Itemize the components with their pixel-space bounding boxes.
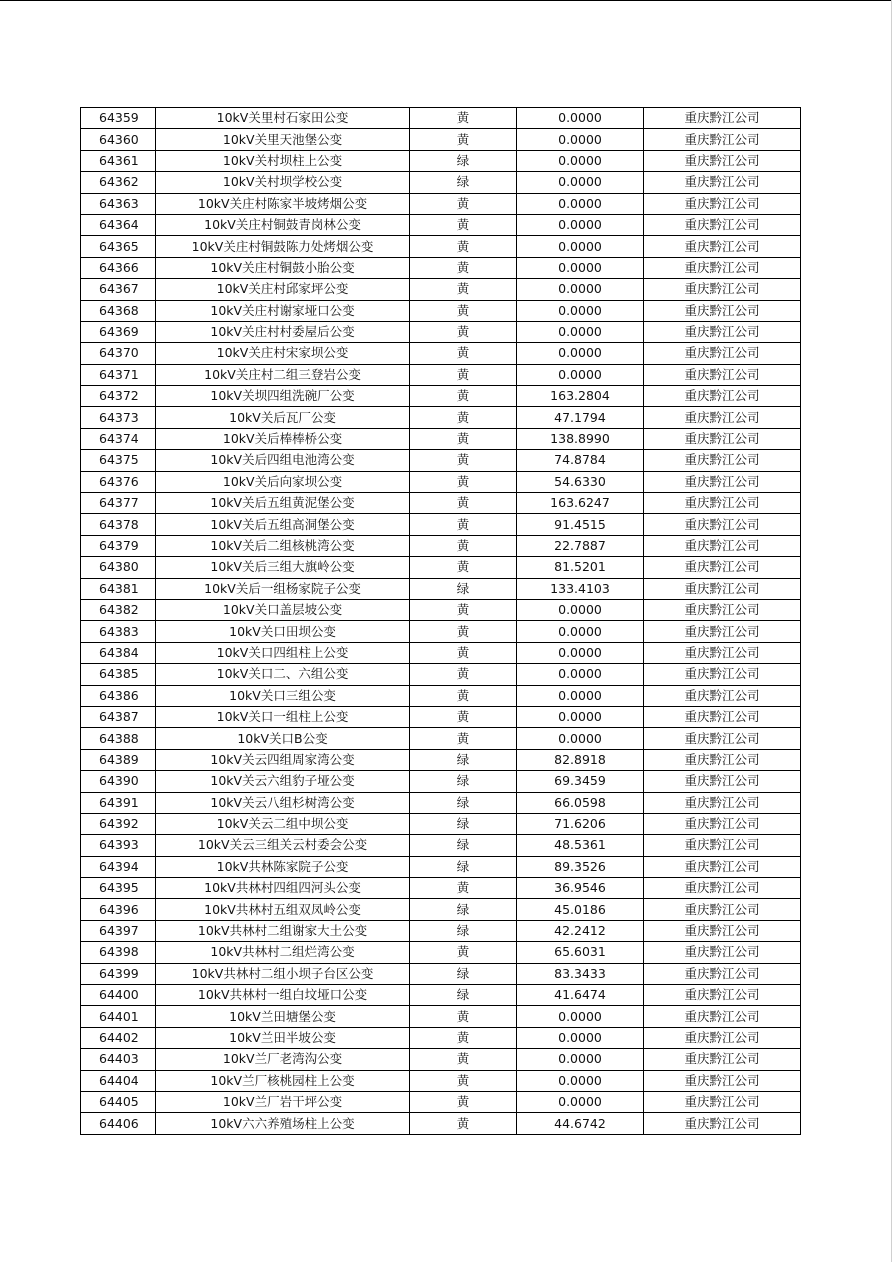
table-row bbox=[81, 599, 801, 620]
company-cell: 重庆黔江公司 bbox=[644, 279, 801, 300]
row-id-cell: 64398 bbox=[81, 942, 156, 963]
value-cell: 0.0000 bbox=[517, 1070, 644, 1091]
company-cell: 重庆黔江公司 bbox=[644, 771, 801, 792]
company-cell: 重庆黔江公司 bbox=[644, 108, 801, 129]
row-id-cell: 64391 bbox=[81, 792, 156, 813]
row-id-cell: 64401 bbox=[81, 1006, 156, 1027]
company-cell: 重庆黔江公司 bbox=[644, 493, 801, 514]
company-cell: 重庆黔江公司 bbox=[644, 599, 801, 620]
transformer-name-cell: 10kV共林村二组烂湾公变 bbox=[156, 942, 410, 963]
table-row bbox=[81, 321, 801, 342]
company-cell: 重庆黔江公司 bbox=[644, 920, 801, 941]
transformer-name-cell: 10kV关坝四组洗碗厂公变 bbox=[156, 386, 410, 407]
row-id-cell: 64372 bbox=[81, 386, 156, 407]
transformer-name-cell: 10kV关口三组公变 bbox=[156, 685, 410, 706]
company-cell: 重庆黔江公司 bbox=[644, 300, 801, 321]
company-cell: 重庆黔江公司 bbox=[644, 1027, 801, 1048]
table-row bbox=[81, 514, 801, 535]
table-row bbox=[81, 1049, 801, 1070]
row-id-cell: 64363 bbox=[81, 193, 156, 214]
company-cell: 重庆黔江公司 bbox=[644, 878, 801, 899]
row-id-cell: 64360 bbox=[81, 129, 156, 150]
company-cell: 重庆黔江公司 bbox=[644, 172, 801, 193]
status-color-cell: 黄 bbox=[410, 599, 517, 620]
row-id-cell: 64383 bbox=[81, 621, 156, 642]
status-color-cell: 黄 bbox=[410, 878, 517, 899]
company-cell: 重庆黔江公司 bbox=[644, 706, 801, 727]
value-cell: 54.6330 bbox=[517, 471, 644, 492]
table-row bbox=[81, 279, 801, 300]
status-color-cell: 黄 bbox=[410, 942, 517, 963]
transformer-name-cell: 10kV共林村四组四河头公变 bbox=[156, 878, 410, 899]
table-row bbox=[81, 557, 801, 578]
row-id-cell: 64370 bbox=[81, 343, 156, 364]
table-row bbox=[81, 535, 801, 556]
status-color-cell: 黄 bbox=[410, 129, 517, 150]
value-cell: 0.0000 bbox=[517, 108, 644, 129]
row-id-cell: 64406 bbox=[81, 1113, 156, 1134]
transformer-name-cell: 10kV关庄村陈家半坡烤烟公变 bbox=[156, 193, 410, 214]
transformer-name-cell: 10kV关口二、六组公变 bbox=[156, 664, 410, 685]
transformer-name-cell: 10kV关里村石家田公变 bbox=[156, 108, 410, 129]
status-color-cell: 黄 bbox=[410, 450, 517, 471]
table-row bbox=[81, 450, 801, 471]
status-color-cell: 黄 bbox=[410, 685, 517, 706]
row-id-cell: 64374 bbox=[81, 428, 156, 449]
value-cell: 0.0000 bbox=[517, 706, 644, 727]
value-cell: 0.0000 bbox=[517, 343, 644, 364]
row-id-cell: 64400 bbox=[81, 985, 156, 1006]
table-row bbox=[81, 300, 801, 321]
transformer-name-cell: 10kV关后一组杨家院子公变 bbox=[156, 578, 410, 599]
row-id-cell: 64404 bbox=[81, 1070, 156, 1091]
value-cell: 0.0000 bbox=[517, 599, 644, 620]
value-cell: 36.9546 bbox=[517, 878, 644, 899]
company-cell: 重庆黔江公司 bbox=[644, 471, 801, 492]
transformer-name-cell: 10kV共林村二组谢家大土公变 bbox=[156, 920, 410, 941]
table-row bbox=[81, 343, 801, 364]
company-cell: 重庆黔江公司 bbox=[644, 1091, 801, 1112]
table-row bbox=[81, 942, 801, 963]
company-cell: 重庆黔江公司 bbox=[644, 236, 801, 257]
value-cell: 0.0000 bbox=[517, 642, 644, 663]
row-id-cell: 64382 bbox=[81, 599, 156, 620]
company-cell: 重庆黔江公司 bbox=[644, 428, 801, 449]
transformer-name-cell: 10kV关庄村铜鼓小胎公变 bbox=[156, 257, 410, 278]
company-cell: 重庆黔江公司 bbox=[644, 813, 801, 834]
table-body bbox=[81, 108, 801, 1135]
table-row bbox=[81, 813, 801, 834]
value-cell: 138.8990 bbox=[517, 428, 644, 449]
value-cell: 133.4103 bbox=[517, 578, 644, 599]
transformer-name-cell: 10kV关庄村谢家垭口公变 bbox=[156, 300, 410, 321]
table-row bbox=[81, 428, 801, 449]
value-cell: 163.6247 bbox=[517, 493, 644, 514]
table-row bbox=[81, 685, 801, 706]
status-color-cell: 黄 bbox=[410, 1027, 517, 1048]
table-row bbox=[81, 193, 801, 214]
row-id-cell: 64393 bbox=[81, 835, 156, 856]
table-row bbox=[81, 878, 801, 899]
status-color-cell: 黄 bbox=[410, 343, 517, 364]
transformer-table bbox=[80, 107, 801, 1135]
row-id-cell: 64362 bbox=[81, 172, 156, 193]
table-row bbox=[81, 749, 801, 770]
transformer-name-cell: 10kV兰厂老湾沟公变 bbox=[156, 1049, 410, 1070]
value-cell: 42.2412 bbox=[517, 920, 644, 941]
status-color-cell: 绿 bbox=[410, 813, 517, 834]
value-cell: 0.0000 bbox=[517, 664, 644, 685]
row-id-cell: 64359 bbox=[81, 108, 156, 129]
status-color-cell: 绿 bbox=[410, 835, 517, 856]
company-cell: 重庆黔江公司 bbox=[644, 621, 801, 642]
row-id-cell: 64403 bbox=[81, 1049, 156, 1070]
company-cell: 重庆黔江公司 bbox=[644, 963, 801, 984]
transformer-name-cell: 10kV关后二组核桃湾公变 bbox=[156, 535, 410, 556]
transformer-name-cell: 10kV关村坝学校公变 bbox=[156, 172, 410, 193]
transformer-name-cell: 10kV关庄村村委屋后公变 bbox=[156, 321, 410, 342]
company-cell: 重庆黔江公司 bbox=[644, 214, 801, 235]
table-row bbox=[81, 493, 801, 514]
row-id-cell: 64377 bbox=[81, 493, 156, 514]
company-cell: 重庆黔江公司 bbox=[644, 364, 801, 385]
row-id-cell: 64380 bbox=[81, 557, 156, 578]
table-row bbox=[81, 257, 801, 278]
value-cell: 22.7887 bbox=[517, 535, 644, 556]
transformer-name-cell: 10kV关庄村宋家坝公变 bbox=[156, 343, 410, 364]
company-cell: 重庆黔江公司 bbox=[644, 343, 801, 364]
company-cell: 重庆黔江公司 bbox=[644, 1006, 801, 1027]
table-row bbox=[81, 963, 801, 984]
status-color-cell: 黄 bbox=[410, 321, 517, 342]
value-cell: 0.0000 bbox=[517, 172, 644, 193]
row-id-cell: 64390 bbox=[81, 771, 156, 792]
value-cell: 0.0000 bbox=[517, 728, 644, 749]
value-cell: 0.0000 bbox=[517, 1027, 644, 1048]
row-id-cell: 64376 bbox=[81, 471, 156, 492]
table-row bbox=[81, 642, 801, 663]
value-cell: 0.0000 bbox=[517, 150, 644, 171]
status-color-cell: 黄 bbox=[410, 236, 517, 257]
status-color-cell: 黄 bbox=[410, 279, 517, 300]
transformer-name-cell: 10kV关口四组柱上公变 bbox=[156, 642, 410, 663]
value-cell: 0.0000 bbox=[517, 621, 644, 642]
row-id-cell: 64394 bbox=[81, 856, 156, 877]
value-cell: 47.1794 bbox=[517, 407, 644, 428]
company-cell: 重庆黔江公司 bbox=[644, 899, 801, 920]
table-row bbox=[81, 856, 801, 877]
company-cell: 重庆黔江公司 bbox=[644, 942, 801, 963]
value-cell: 0.0000 bbox=[517, 279, 644, 300]
row-id-cell: 64384 bbox=[81, 642, 156, 663]
transformer-name-cell: 10kV兰田塘堡公变 bbox=[156, 1006, 410, 1027]
status-color-cell: 绿 bbox=[410, 578, 517, 599]
status-color-cell: 黄 bbox=[410, 257, 517, 278]
transformer-name-cell: 10kV关后瓦厂公变 bbox=[156, 407, 410, 428]
status-color-cell: 黄 bbox=[410, 193, 517, 214]
value-cell: 48.5361 bbox=[517, 835, 644, 856]
value-cell: 0.0000 bbox=[517, 321, 644, 342]
company-cell: 重庆黔江公司 bbox=[644, 514, 801, 535]
table-row bbox=[81, 920, 801, 941]
value-cell: 0.0000 bbox=[517, 129, 644, 150]
status-color-cell: 黄 bbox=[410, 214, 517, 235]
table-row bbox=[81, 129, 801, 150]
value-cell: 0.0000 bbox=[517, 364, 644, 385]
table-row bbox=[81, 386, 801, 407]
transformer-name-cell: 10kV关后四组电池湾公变 bbox=[156, 450, 410, 471]
status-color-cell: 黄 bbox=[410, 664, 517, 685]
status-color-cell: 黄 bbox=[410, 471, 517, 492]
status-color-cell: 黄 bbox=[410, 407, 517, 428]
table-row bbox=[81, 236, 801, 257]
transformer-name-cell: 10kV兰厂核桃园柱上公变 bbox=[156, 1070, 410, 1091]
value-cell: 163.2804 bbox=[517, 386, 644, 407]
table-row bbox=[81, 407, 801, 428]
row-id-cell: 64375 bbox=[81, 450, 156, 471]
company-cell: 重庆黔江公司 bbox=[644, 578, 801, 599]
row-id-cell: 64387 bbox=[81, 706, 156, 727]
status-color-cell: 黄 bbox=[410, 1113, 517, 1134]
row-id-cell: 64378 bbox=[81, 514, 156, 535]
company-cell: 重庆黔江公司 bbox=[644, 1049, 801, 1070]
table-row bbox=[81, 1113, 801, 1134]
value-cell: 91.4515 bbox=[517, 514, 644, 535]
row-id-cell: 64389 bbox=[81, 749, 156, 770]
company-cell: 重庆黔江公司 bbox=[644, 150, 801, 171]
company-cell: 重庆黔江公司 bbox=[644, 728, 801, 749]
status-color-cell: 黄 bbox=[410, 300, 517, 321]
status-color-cell: 绿 bbox=[410, 963, 517, 984]
transformer-name-cell: 10kV关庄村铜鼓青岗林公变 bbox=[156, 214, 410, 235]
status-color-cell: 绿 bbox=[410, 899, 517, 920]
status-color-cell: 黄 bbox=[410, 428, 517, 449]
transformer-name-cell: 10kV关云二组中坝公变 bbox=[156, 813, 410, 834]
row-id-cell: 64367 bbox=[81, 279, 156, 300]
value-cell: 81.5201 bbox=[517, 557, 644, 578]
status-color-cell: 黄 bbox=[410, 728, 517, 749]
transformer-name-cell: 10kV关庄村邱家坪公变 bbox=[156, 279, 410, 300]
value-cell: 83.3433 bbox=[517, 963, 644, 984]
transformer-name-cell: 10kV关口B公变 bbox=[156, 728, 410, 749]
table-row bbox=[81, 985, 801, 1006]
company-cell: 重庆黔江公司 bbox=[644, 664, 801, 685]
row-id-cell: 64405 bbox=[81, 1091, 156, 1112]
value-cell: 0.0000 bbox=[517, 257, 644, 278]
status-color-cell: 绿 bbox=[410, 920, 517, 941]
row-id-cell: 64392 bbox=[81, 813, 156, 834]
status-color-cell: 黄 bbox=[410, 493, 517, 514]
status-color-cell: 黄 bbox=[410, 706, 517, 727]
row-id-cell: 64379 bbox=[81, 535, 156, 556]
company-cell: 重庆黔江公司 bbox=[644, 535, 801, 556]
value-cell: 89.3526 bbox=[517, 856, 644, 877]
transformer-name-cell: 10kV共林村五组双凤岭公变 bbox=[156, 899, 410, 920]
table-row bbox=[81, 792, 801, 813]
status-color-cell: 黄 bbox=[410, 514, 517, 535]
transformer-name-cell: 10kV关云六组豹子垭公变 bbox=[156, 771, 410, 792]
table-row bbox=[81, 214, 801, 235]
table-row bbox=[81, 1006, 801, 1027]
row-id-cell: 64366 bbox=[81, 257, 156, 278]
company-cell: 重庆黔江公司 bbox=[644, 257, 801, 278]
table-row bbox=[81, 664, 801, 685]
transformer-name-cell: 10kV关云四组周家湾公变 bbox=[156, 749, 410, 770]
company-cell: 重庆黔江公司 bbox=[644, 749, 801, 770]
row-id-cell: 64388 bbox=[81, 728, 156, 749]
page-top-border bbox=[0, 0, 892, 1]
company-cell: 重庆黔江公司 bbox=[644, 193, 801, 214]
status-color-cell: 绿 bbox=[410, 792, 517, 813]
value-cell: 44.6742 bbox=[517, 1113, 644, 1134]
company-cell: 重庆黔江公司 bbox=[644, 557, 801, 578]
status-color-cell: 绿 bbox=[410, 856, 517, 877]
row-id-cell: 64373 bbox=[81, 407, 156, 428]
status-color-cell: 黄 bbox=[410, 1091, 517, 1112]
row-id-cell: 64368 bbox=[81, 300, 156, 321]
transformer-name-cell: 10kV关村坝柱上公变 bbox=[156, 150, 410, 171]
status-color-cell: 黄 bbox=[410, 621, 517, 642]
value-cell: 65.6031 bbox=[517, 942, 644, 963]
value-cell: 0.0000 bbox=[517, 236, 644, 257]
table-row bbox=[81, 172, 801, 193]
value-cell: 69.3459 bbox=[517, 771, 644, 792]
value-cell: 66.0598 bbox=[517, 792, 644, 813]
row-id-cell: 64402 bbox=[81, 1027, 156, 1048]
status-color-cell: 黄 bbox=[410, 1049, 517, 1070]
table-row bbox=[81, 471, 801, 492]
transformer-name-cell: 10kV共林村一组白坟垭口公变 bbox=[156, 985, 410, 1006]
company-cell: 重庆黔江公司 bbox=[644, 1113, 801, 1134]
transformer-name-cell: 10kV关后五组高洞堡公变 bbox=[156, 514, 410, 535]
transformer-name-cell: 10kV关里天池堡公变 bbox=[156, 129, 410, 150]
row-id-cell: 64396 bbox=[81, 899, 156, 920]
table-row bbox=[81, 835, 801, 856]
row-id-cell: 64385 bbox=[81, 664, 156, 685]
company-cell: 重庆黔江公司 bbox=[644, 835, 801, 856]
table-row bbox=[81, 899, 801, 920]
company-cell: 重庆黔江公司 bbox=[644, 685, 801, 706]
value-cell: 45.0186 bbox=[517, 899, 644, 920]
transformer-name-cell: 10kV兰厂岩干坪公变 bbox=[156, 1091, 410, 1112]
transformer-name-cell: 10kV关庄村二组三登岩公变 bbox=[156, 364, 410, 385]
table-row bbox=[81, 1027, 801, 1048]
status-color-cell: 黄 bbox=[410, 1006, 517, 1027]
company-cell: 重庆黔江公司 bbox=[644, 1070, 801, 1091]
transformer-name-cell: 10kV关后五组黄泥堡公变 bbox=[156, 493, 410, 514]
status-color-cell: 绿 bbox=[410, 172, 517, 193]
status-color-cell: 黄 bbox=[410, 1070, 517, 1091]
status-color-cell: 绿 bbox=[410, 749, 517, 770]
status-color-cell: 黄 bbox=[410, 642, 517, 663]
value-cell: 0.0000 bbox=[517, 1049, 644, 1070]
row-id-cell: 64399 bbox=[81, 963, 156, 984]
transformer-name-cell: 10kV共林陈家院子公变 bbox=[156, 856, 410, 877]
row-id-cell: 64361 bbox=[81, 150, 156, 171]
company-cell: 重庆黔江公司 bbox=[644, 321, 801, 342]
row-id-cell: 64386 bbox=[81, 685, 156, 706]
table-row bbox=[81, 364, 801, 385]
transformer-name-cell: 10kV关口田坝公变 bbox=[156, 621, 410, 642]
row-id-cell: 64371 bbox=[81, 364, 156, 385]
value-cell: 0.0000 bbox=[517, 1006, 644, 1027]
table-row bbox=[81, 706, 801, 727]
transformer-name-cell: 10kV关口一组柱上公变 bbox=[156, 706, 410, 727]
value-cell: 0.0000 bbox=[517, 214, 644, 235]
status-color-cell: 绿 bbox=[410, 150, 517, 171]
status-color-cell: 黄 bbox=[410, 108, 517, 129]
company-cell: 重庆黔江公司 bbox=[644, 129, 801, 150]
company-cell: 重庆黔江公司 bbox=[644, 386, 801, 407]
value-cell: 82.8918 bbox=[517, 749, 644, 770]
transformer-name-cell: 10kV关后向家坝公变 bbox=[156, 471, 410, 492]
company-cell: 重庆黔江公司 bbox=[644, 407, 801, 428]
table-row bbox=[81, 1070, 801, 1091]
table-row bbox=[81, 728, 801, 749]
transformer-name-cell: 10kV关云八组杉树湾公变 bbox=[156, 792, 410, 813]
transformer-name-cell: 10kV关后棒棒桥公变 bbox=[156, 428, 410, 449]
transformer-name-cell: 10kV兰田半坡公变 bbox=[156, 1027, 410, 1048]
status-color-cell: 绿 bbox=[410, 771, 517, 792]
table-row bbox=[81, 1091, 801, 1112]
value-cell: 0.0000 bbox=[517, 193, 644, 214]
status-color-cell: 黄 bbox=[410, 386, 517, 407]
company-cell: 重庆黔江公司 bbox=[644, 792, 801, 813]
value-cell: 71.6206 bbox=[517, 813, 644, 834]
value-cell: 0.0000 bbox=[517, 685, 644, 706]
transformer-name-cell: 10kV关口盖层坡公变 bbox=[156, 599, 410, 620]
status-color-cell: 绿 bbox=[410, 985, 517, 1006]
status-color-cell: 黄 bbox=[410, 535, 517, 556]
table-row bbox=[81, 150, 801, 171]
company-cell: 重庆黔江公司 bbox=[644, 985, 801, 1006]
transformer-name-cell: 10kV六六养殖场柱上公变 bbox=[156, 1113, 410, 1134]
value-cell: 0.0000 bbox=[517, 1091, 644, 1112]
row-id-cell: 64381 bbox=[81, 578, 156, 599]
transformer-name-cell: 10kV关后三组大旗岭公变 bbox=[156, 557, 410, 578]
company-cell: 重庆黔江公司 bbox=[644, 450, 801, 471]
row-id-cell: 64395 bbox=[81, 878, 156, 899]
company-cell: 重庆黔江公司 bbox=[644, 642, 801, 663]
row-id-cell: 64364 bbox=[81, 214, 156, 235]
status-color-cell: 黄 bbox=[410, 557, 517, 578]
table-row bbox=[81, 108, 801, 129]
company-cell: 重庆黔江公司 bbox=[644, 856, 801, 877]
row-id-cell: 64369 bbox=[81, 321, 156, 342]
transformer-name-cell: 10kV关庄村铜鼓陈力处烤烟公变 bbox=[156, 236, 410, 257]
table-row bbox=[81, 771, 801, 792]
table-row bbox=[81, 578, 801, 599]
transformer-name-cell: 10kV共林村二组小坝子台区公变 bbox=[156, 963, 410, 984]
status-color-cell: 黄 bbox=[410, 364, 517, 385]
table-row bbox=[81, 621, 801, 642]
value-cell: 0.0000 bbox=[517, 300, 644, 321]
row-id-cell: 64397 bbox=[81, 920, 156, 941]
value-cell: 74.8784 bbox=[517, 450, 644, 471]
row-id-cell: 64365 bbox=[81, 236, 156, 257]
transformer-name-cell: 10kV关云三组关云村委会公变 bbox=[156, 835, 410, 856]
value-cell: 41.6474 bbox=[517, 985, 644, 1006]
